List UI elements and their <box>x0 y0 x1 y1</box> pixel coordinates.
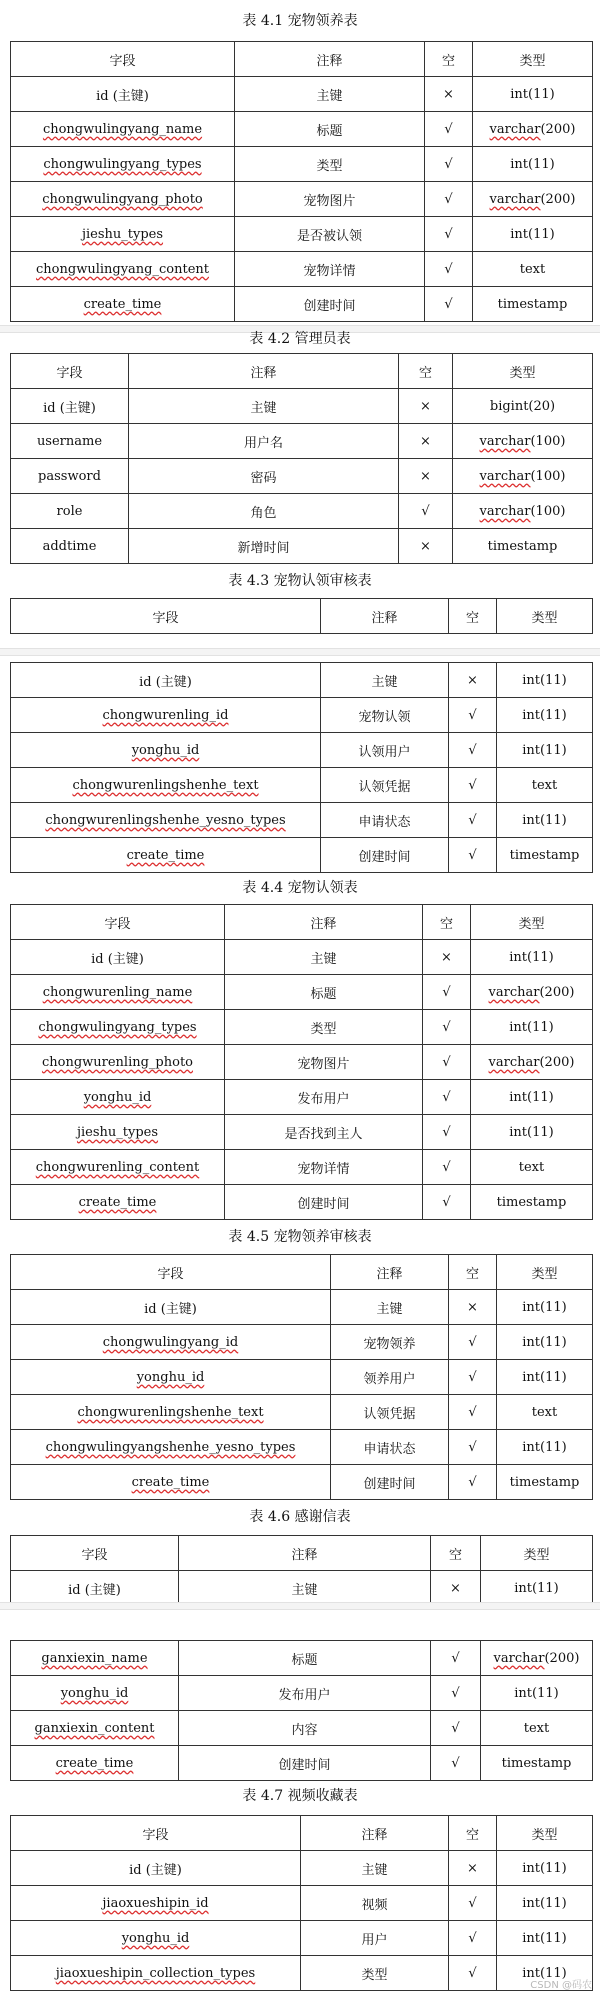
type-cell: varchar(200) <box>481 1641 593 1676</box>
table-row <box>11 424 593 459</box>
table-caption: 表 4.2 管理员表 <box>249 331 351 347</box>
type-cell: varchar(100) <box>453 494 593 529</box>
type-cell: timestamp <box>497 1465 593 1500</box>
type-cell: timestamp <box>473 287 593 322</box>
column-header: 字段 <box>11 1255 331 1290</box>
column-header: 类型 <box>473 42 593 77</box>
comment-cell: 主键 <box>331 1290 449 1325</box>
column-header: 注释 <box>331 1255 449 1290</box>
column-header: 空 <box>431 1536 481 1571</box>
nullable-cell: √ <box>423 1115 471 1150</box>
field-name-cell: jiaoxueshipin_collection_types <box>11 1956 301 1991</box>
nullable-cell: √ <box>423 1045 471 1080</box>
field-name-cell: id (主键) <box>11 1290 331 1325</box>
table-row <box>11 1045 593 1080</box>
nullable-cell: √ <box>423 1080 471 1115</box>
table-row <box>11 182 593 217</box>
type-cell: varchar(200) <box>473 182 593 217</box>
comment-cell: 主键 <box>235 77 425 112</box>
table-row <box>11 529 593 564</box>
comment-cell: 领养用户 <box>331 1360 449 1395</box>
nullable-cell: √ <box>449 1465 497 1500</box>
comment-cell: 宠物详情 <box>225 1150 423 1185</box>
comment-cell: 主键 <box>129 389 399 424</box>
comment-cell: 类型 <box>301 1956 449 1991</box>
table-row <box>11 1571 593 1606</box>
table-row <box>11 217 593 252</box>
header-row <box>11 1816 593 1851</box>
comment-cell: 发布用户 <box>179 1676 431 1711</box>
comment-cell: 创建时间 <box>225 1185 423 1220</box>
column-header: 类型 <box>497 1255 593 1290</box>
nullable-cell: √ <box>425 147 473 182</box>
column-header: 字段 <box>11 1536 179 1571</box>
field-name-cell: chongwurenling_content <box>11 1150 225 1185</box>
type-cell: int(11) <box>481 1676 593 1711</box>
table-row <box>11 494 593 529</box>
schema-table <box>10 904 593 1220</box>
type-cell: text <box>497 1395 593 1430</box>
table-row <box>11 459 593 494</box>
field-name-cell: chongwurenling_id <box>11 698 321 733</box>
type-cell: int(11) <box>471 1080 593 1115</box>
nullable-cell: × <box>449 1290 497 1325</box>
type-cell: int(11) <box>471 1115 593 1150</box>
comment-cell: 申请状态 <box>331 1430 449 1465</box>
type-cell: int(11) <box>497 733 593 768</box>
type-cell: varchar(100) <box>453 424 593 459</box>
watermark: CSDN @码农 <box>530 1980 592 1991</box>
column-header: 类型 <box>453 354 593 389</box>
type-cell: int(11) <box>473 217 593 252</box>
type-cell: varchar(200) <box>473 112 593 147</box>
nullable-cell: √ <box>449 1886 497 1921</box>
field-name-cell: id (主键) <box>11 940 225 975</box>
header-row <box>11 599 593 634</box>
nullable-cell: √ <box>431 1746 481 1781</box>
table-row <box>11 1676 593 1711</box>
schema-table <box>10 598 593 634</box>
table-row <box>11 1115 593 1150</box>
nullable-cell: √ <box>449 1921 497 1956</box>
nullable-cell: √ <box>449 1360 497 1395</box>
type-cell: text <box>497 768 593 803</box>
nullable-cell: √ <box>431 1641 481 1676</box>
type-cell: int(11) <box>497 1325 593 1360</box>
type-cell: timestamp <box>471 1185 593 1220</box>
schema-table <box>10 353 593 564</box>
type-cell: timestamp <box>481 1746 593 1781</box>
table-row <box>11 287 593 322</box>
type-cell: timestamp <box>497 838 593 873</box>
nullable-cell: × <box>423 940 471 975</box>
field-name-cell: create_time <box>11 1185 225 1220</box>
type-cell: int(11) <box>497 1290 593 1325</box>
nullable-cell: √ <box>425 112 473 147</box>
page-break <box>0 648 600 656</box>
type-cell: int(11) <box>497 1886 593 1921</box>
nullable-cell: √ <box>423 975 471 1010</box>
type-cell: varchar(100) <box>453 459 593 494</box>
comment-cell: 认领用户 <box>321 733 449 768</box>
table-row <box>11 112 593 147</box>
table-row <box>11 1851 593 1886</box>
comment-cell: 视频 <box>301 1886 449 1921</box>
column-header: 空 <box>449 1816 497 1851</box>
field-name-cell: create_time <box>11 287 235 322</box>
column-header: 字段 <box>11 42 235 77</box>
column-header: 空 <box>423 905 471 940</box>
nullable-cell: × <box>399 529 453 564</box>
header-row <box>11 1536 593 1571</box>
type-cell: text <box>471 1150 593 1185</box>
field-name-cell: chongwulingyang_types <box>11 147 235 182</box>
field-name-cell: chongwulingyang_content <box>11 252 235 287</box>
table-row <box>11 1080 593 1115</box>
column-header: 字段 <box>11 905 225 940</box>
column-header: 类型 <box>481 1536 593 1571</box>
table-row <box>11 1185 593 1220</box>
comment-cell: 创建时间 <box>321 838 449 873</box>
nullable-cell: √ <box>431 1711 481 1746</box>
table-row <box>11 1150 593 1185</box>
table-row <box>11 803 593 838</box>
field-name-cell: id (主键) <box>11 663 321 698</box>
table-row <box>11 1711 593 1746</box>
comment-cell: 标题 <box>225 975 423 1010</box>
table-row <box>11 1290 593 1325</box>
nullable-cell: √ <box>399 494 453 529</box>
nullable-cell: × <box>399 459 453 494</box>
comment-cell: 宠物详情 <box>235 252 425 287</box>
table-caption: 表 4.5 宠物领养审核表 <box>228 1229 372 1245</box>
type-cell: int(11) <box>471 1010 593 1045</box>
table-row <box>11 733 593 768</box>
comment-cell: 内容 <box>179 1711 431 1746</box>
table-row <box>11 975 593 1010</box>
field-name-cell: id (主键) <box>11 77 235 112</box>
comment-cell: 创建时间 <box>179 1746 431 1781</box>
field-name-cell: chongwurenlingshenhe_text <box>11 1395 331 1430</box>
column-header: 类型 <box>497 599 593 634</box>
field-name-cell: jieshu_types <box>11 217 235 252</box>
comment-cell: 类型 <box>225 1010 423 1045</box>
column-header: 空 <box>449 1255 497 1290</box>
comment-cell: 类型 <box>235 147 425 182</box>
comment-cell: 宠物图片 <box>225 1045 423 1080</box>
comment-cell: 用户 <box>301 1921 449 1956</box>
page-break <box>0 1602 600 1610</box>
table-row <box>11 389 593 424</box>
type-cell: int(11) <box>473 77 593 112</box>
header-row <box>11 42 593 77</box>
column-header: 字段 <box>11 354 129 389</box>
column-header: 注释 <box>225 905 423 940</box>
column-header: 类型 <box>497 1816 593 1851</box>
nullable-cell: √ <box>449 768 497 803</box>
schema-table <box>10 1535 593 1606</box>
field-name-cell: yonghu_id <box>11 1676 179 1711</box>
field-name-cell: ganxiexin_content <box>11 1711 179 1746</box>
column-header: 字段 <box>11 599 321 634</box>
nullable-cell: √ <box>449 1395 497 1430</box>
field-name-cell: chongwurenling_name <box>11 975 225 1010</box>
field-name-cell: role <box>11 494 129 529</box>
header-row <box>11 905 593 940</box>
comment-cell: 宠物领养 <box>331 1325 449 1360</box>
table-row <box>11 838 593 873</box>
comment-cell: 新增时间 <box>129 529 399 564</box>
field-name-cell: create_time <box>11 838 321 873</box>
nullable-cell: √ <box>449 1325 497 1360</box>
nullable-cell: √ <box>449 733 497 768</box>
nullable-cell: × <box>431 1571 481 1606</box>
comment-cell: 标题 <box>179 1641 431 1676</box>
schema-table <box>10 1254 593 1500</box>
field-name-cell: chongwulingyang_id <box>11 1325 331 1360</box>
nullable-cell: √ <box>449 1430 497 1465</box>
type-cell: int(11) <box>497 803 593 838</box>
table-row <box>11 1395 593 1430</box>
type-cell: int(11) <box>497 1921 593 1956</box>
column-header: 字段 <box>11 1816 301 1851</box>
field-name-cell: yonghu_id <box>11 1080 225 1115</box>
field-name-cell: addtime <box>11 529 129 564</box>
nullable-cell: × <box>399 389 453 424</box>
type-cell: int(11) <box>473 147 593 182</box>
nullable-cell: √ <box>449 698 497 733</box>
comment-cell: 主键 <box>301 1851 449 1886</box>
field-name-cell: password <box>11 459 129 494</box>
header-row <box>11 354 593 389</box>
type-cell: int(11) <box>497 663 593 698</box>
comment-cell: 是否被认领 <box>235 217 425 252</box>
table-row <box>11 1921 593 1956</box>
column-header: 空 <box>449 599 497 634</box>
comment-cell: 主键 <box>179 1571 431 1606</box>
comment-cell: 申请状态 <box>321 803 449 838</box>
nullable-cell: √ <box>425 252 473 287</box>
schema-table <box>10 1815 593 1991</box>
type-cell: text <box>473 252 593 287</box>
nullable-cell: √ <box>423 1185 471 1220</box>
table-row <box>11 77 593 112</box>
type-cell: int(11) <box>497 1956 593 1991</box>
field-name-cell: id (主键) <box>11 389 129 424</box>
column-header: 空 <box>399 354 453 389</box>
comment-cell: 标题 <box>235 112 425 147</box>
field-name-cell: jieshu_types <box>11 1115 225 1150</box>
field-name-cell: yonghu_id <box>11 1921 301 1956</box>
table-caption: 表 4.4 宠物认领表 <box>242 880 358 896</box>
type-cell: int(11) <box>497 1360 593 1395</box>
type-cell: int(11) <box>497 698 593 733</box>
type-cell: varchar(200) <box>471 1045 593 1080</box>
nullable-cell: × <box>449 1851 497 1886</box>
field-name-cell: chongwulingyang_name <box>11 112 235 147</box>
nullable-cell: √ <box>431 1676 481 1711</box>
nullable-cell: √ <box>423 1010 471 1045</box>
table-row <box>11 663 593 698</box>
comment-cell: 创建时间 <box>235 287 425 322</box>
table-row <box>11 1325 593 1360</box>
comment-cell: 密码 <box>129 459 399 494</box>
field-name-cell: chongwulingyangshenhe_yesno_types <box>11 1430 331 1465</box>
nullable-cell: √ <box>425 182 473 217</box>
table-row <box>11 252 593 287</box>
comment-cell: 主键 <box>321 663 449 698</box>
table-caption: 表 4.3 宠物认领审核表 <box>228 573 372 589</box>
nullable-cell: √ <box>449 838 497 873</box>
table-row <box>11 1010 593 1045</box>
nullable-cell: √ <box>425 287 473 322</box>
type-cell: text <box>481 1711 593 1746</box>
type-cell: int(11) <box>497 1430 593 1465</box>
field-name-cell: id (主键) <box>11 1571 179 1606</box>
schema-table <box>10 662 593 873</box>
comment-cell: 认领凭据 <box>331 1395 449 1430</box>
table-caption: 表 4.6 感谢信表 <box>249 1509 351 1525</box>
column-header: 空 <box>425 42 473 77</box>
schema-table <box>10 1640 593 1781</box>
table-caption: 表 4.7 视频收藏表 <box>242 1788 358 1804</box>
comment-cell: 认领凭据 <box>321 768 449 803</box>
type-cell: timestamp <box>453 529 593 564</box>
nullable-cell: × <box>399 424 453 459</box>
table-row <box>11 1746 593 1781</box>
comment-cell: 发布用户 <box>225 1080 423 1115</box>
nullable-cell: √ <box>449 1956 497 1991</box>
table-row <box>11 1641 593 1676</box>
field-name-cell: chongwurenlingshenhe_text <box>11 768 321 803</box>
comment-cell: 宠物图片 <box>235 182 425 217</box>
table-row <box>11 1465 593 1500</box>
type-cell: int(11) <box>497 1851 593 1886</box>
column-header: 注释 <box>129 354 399 389</box>
nullable-cell: × <box>425 77 473 112</box>
column-header: 注释 <box>321 599 449 634</box>
field-name-cell: id (主键) <box>11 1851 301 1886</box>
field-name-cell: yonghu_id <box>11 733 321 768</box>
table-row <box>11 1886 593 1921</box>
type-cell: int(11) <box>481 1571 593 1606</box>
table-caption: 表 4.1 宠物领养表 <box>242 13 358 29</box>
field-name-cell: chongwulingyang_photo <box>11 182 235 217</box>
column-header: 类型 <box>471 905 593 940</box>
table-row <box>11 698 593 733</box>
comment-cell: 角色 <box>129 494 399 529</box>
field-name-cell: chongwulingyang_types <box>11 1010 225 1045</box>
comment-cell: 用户名 <box>129 424 399 459</box>
field-name-cell: chongwurenlingshenhe_yesno_types <box>11 803 321 838</box>
comment-cell: 是否找到主人 <box>225 1115 423 1150</box>
nullable-cell: × <box>449 663 497 698</box>
field-name-cell: chongwurenling_photo <box>11 1045 225 1080</box>
field-name-cell: create_time <box>11 1465 331 1500</box>
table-row <box>11 768 593 803</box>
header-row <box>11 1255 593 1290</box>
table-row <box>11 940 593 975</box>
field-name-cell: yonghu_id <box>11 1360 331 1395</box>
table-row <box>11 147 593 182</box>
type-cell: int(11) <box>471 940 593 975</box>
field-name-cell: create_time <box>11 1746 179 1781</box>
field-name-cell: ganxiexin_name <box>11 1641 179 1676</box>
type-cell: varchar(200) <box>471 975 593 1010</box>
comment-cell: 创建时间 <box>331 1465 449 1500</box>
nullable-cell: √ <box>425 217 473 252</box>
column-header: 注释 <box>235 42 425 77</box>
nullable-cell: √ <box>423 1150 471 1185</box>
table-row <box>11 1430 593 1465</box>
column-header: 注释 <box>301 1816 449 1851</box>
field-name-cell: jiaoxueshipin_id <box>11 1886 301 1921</box>
table-row <box>11 1360 593 1395</box>
type-cell: bigint(20) <box>453 389 593 424</box>
comment-cell: 宠物认领 <box>321 698 449 733</box>
field-name-cell: username <box>11 424 129 459</box>
table-row <box>11 1956 593 1991</box>
column-header: 注释 <box>179 1536 431 1571</box>
schema-table <box>10 41 593 322</box>
nullable-cell: √ <box>449 803 497 838</box>
comment-cell: 主键 <box>225 940 423 975</box>
